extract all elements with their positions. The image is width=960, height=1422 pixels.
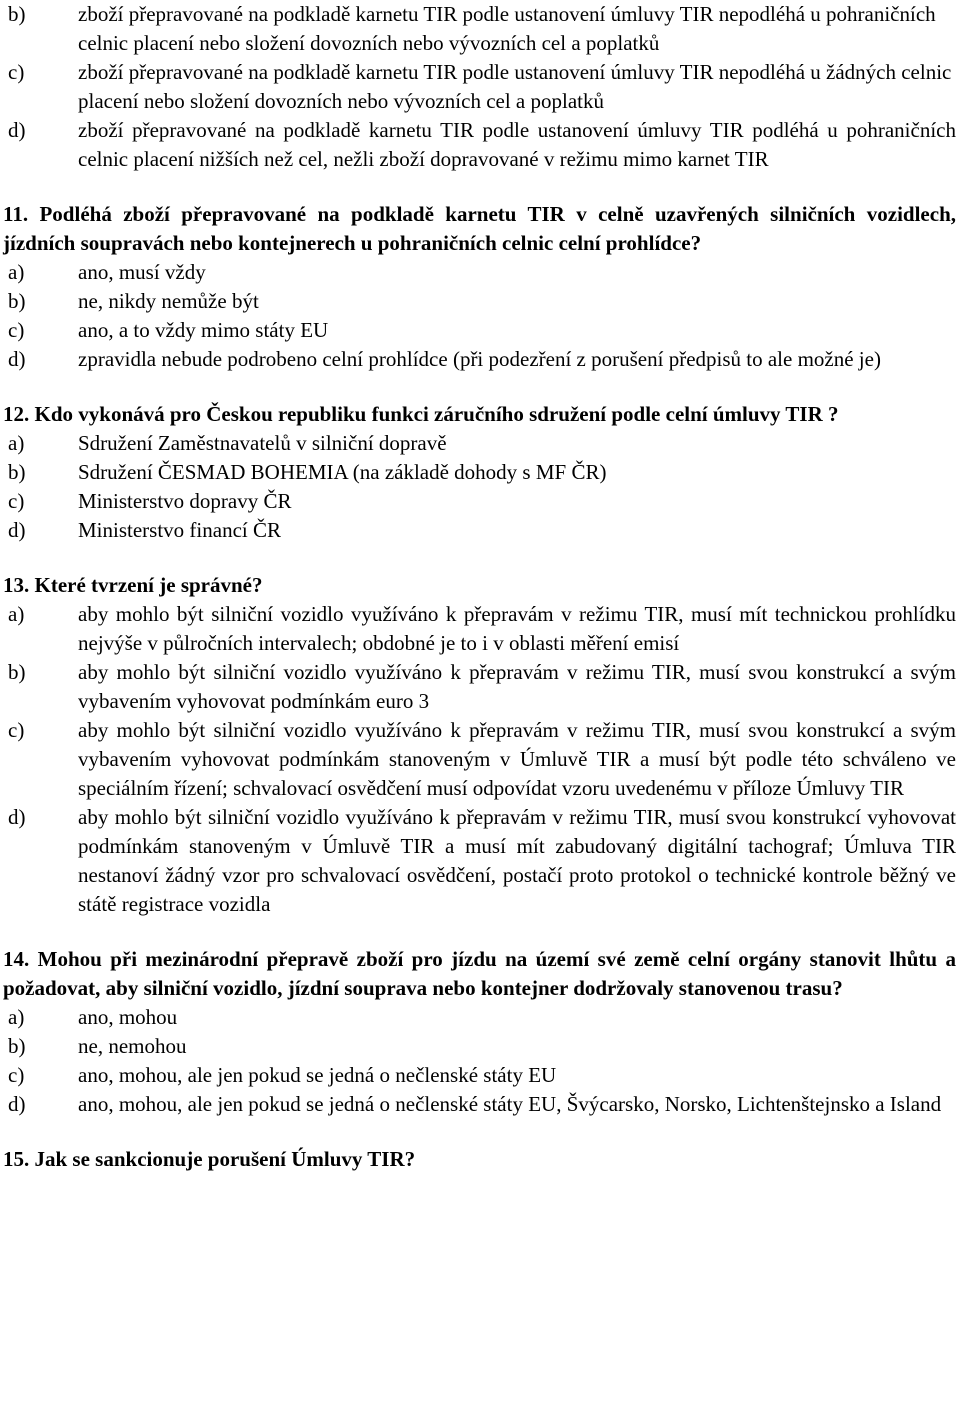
option-letter: b) — [8, 660, 26, 684]
question-text: 14. Mohou při mezinárodní přepravě zboží pro jízdu na území své země celní orgány stanovit lhůtu a požadovat, aby silniční vozidlo, jízdní souprava nebo kontejner dodržovaly stanovenou trasu? — [3, 947, 956, 1000]
option-c — [8, 58, 956, 116]
option-text: aby mohlo být silniční vozidlo využíváno k přepravám v režimu TIR, musí mít technickou prohlídku nejvýše v půlročních intervalech; obdobné je to i v oblasti měření emisí — [78, 602, 956, 655]
option-letter: a) — [8, 431, 25, 455]
question-block-12 — [0, 400, 960, 545]
option-text: ano, a to vždy mimo státy EU — [78, 318, 329, 342]
option-letter: c) — [8, 318, 25, 342]
option-d — [8, 516, 956, 545]
option-b — [8, 658, 956, 716]
option-a — [8, 600, 956, 658]
option-d — [8, 803, 956, 919]
option-text: ano, mohou, ale jen pokud se jedná o nečlenské státy EU, Švýcarsko, Norsko, Lichtenštejnsko a Island — [78, 1092, 942, 1116]
option-d — [8, 345, 956, 374]
option-text: aby mohlo být silniční vozidlo využíváno k přepravám v režimu TIR, musí svou konstrukcí vyhovovat podmínkám stanoveným v Úmluvě TIR a musí mít zabudovaný digitální tachograf; Úmluva TIR nestanoví žádný vzor pro schvalovací osvědčení, postačí proto protokol o technické kontrole běžný ve státě registrace vozidla — [78, 805, 956, 916]
question-text: 11. Podléhá zboží přepravované na podkladě karnetu TIR v celně uzavřených silničních vozidlech, jízdních soupravách nebo kontejnerech u pohraničních celnic celní prohlídce? — [3, 202, 956, 255]
option-letter: b) — [8, 460, 26, 484]
option-text: ano, musí vždy — [78, 260, 206, 284]
option-letter: d) — [8, 518, 26, 542]
option-d — [8, 1090, 956, 1119]
option-letter: d) — [8, 347, 26, 371]
option-text: ano, mohou — [78, 1005, 178, 1029]
spacer — [0, 374, 960, 400]
option-letter: a) — [8, 1005, 25, 1029]
option-text: ne, nikdy nemůže být — [78, 289, 259, 313]
question-block-15 — [0, 1145, 960, 1174]
spacer — [0, 919, 960, 945]
spacer — [0, 1119, 960, 1145]
option-letter: c) — [8, 1063, 25, 1087]
option-letter: b) — [8, 1034, 26, 1058]
option-letter: b) — [8, 289, 26, 313]
option-letter: d) — [8, 118, 26, 142]
option-text: Sdružení ČESMAD BOHEMIA (na základě dohody s MF ČR) — [78, 460, 607, 484]
option-text: zboží přepravované na podkladě karnetu TIR podle ustanovení úmluvy TIR nepodléhá u pohraničních celnic placení nebo složení dovozních nebo vývozních cel a poplatků — [78, 2, 936, 55]
question-text: 13. Které tvrzení je správné? — [3, 573, 263, 597]
option-b — [8, 458, 956, 487]
question-block-11 — [0, 200, 960, 374]
option-text: zpravidla nebude podrobeno celní prohlídce (při podezření z porušení předpisů to ale možné je) — [78, 347, 881, 371]
option-c — [8, 487, 956, 516]
option-letter: c) — [8, 489, 25, 513]
question-block-13 — [0, 571, 960, 919]
option-letter: d) — [8, 1092, 26, 1116]
option-text: Sdružení Zaměstnavatelů v silniční dopravě — [78, 431, 447, 455]
option-letter: c) — [8, 718, 25, 742]
question-text: 12. Kdo vykonává pro Českou republiku funkci záručního sdružení podle celní úmluvy TIR ? — [3, 402, 839, 426]
spacer — [0, 545, 960, 571]
option-text: zboží přepravované na podkladě karnetu TIR podle ustanovení úmluvy TIR podléhá u pohraničních celnic placení nižších než cel, nežli zboží dopravované v režimu mimo karnet TIR — [78, 118, 956, 171]
option-letter: a) — [8, 260, 25, 284]
option-text: aby mohlo být silniční vozidlo využíváno k přepravám v režimu TIR, musí svou konstrukcí a svým vybavením vyhovovat podmínkám euro 3 — [78, 660, 956, 713]
option-d — [8, 116, 956, 174]
option-b — [8, 0, 956, 58]
option-letter: c) — [8, 60, 25, 84]
option-text: aby mohlo být silniční vozidlo využíváno k přepravám v režimu TIR, musí svou konstrukcí a svým vybavením vyhovovat podmínkám stanoveným v Úmluvě TIR a musí být podle této schváleno ve speciálním řízení; schvalovací osvědčení musí odpovídat vzoru uvedenému v příloze Úmluvy TIR — [78, 718, 956, 800]
option-b — [8, 1032, 956, 1061]
option-text: Ministerstvo financí ČR — [78, 518, 281, 542]
option-text: ne, nemohou — [78, 1034, 187, 1058]
option-a — [8, 429, 956, 458]
option-c — [8, 1061, 956, 1090]
option-text: zboží přepravované na podkladě karnetu TIR podle ustanovení úmluvy TIR nepodléhá u žádných celnic placení nebo složení dovozních nebo vývozních cel a poplatků — [78, 60, 952, 113]
option-text: ano, mohou, ale jen pokud se jedná o nečlenské státy EU — [78, 1063, 557, 1087]
option-c — [8, 716, 956, 803]
carryover-options — [0, 0, 960, 174]
option-c — [8, 316, 956, 345]
option-letter: a) — [8, 602, 25, 626]
option-a — [8, 258, 956, 287]
option-a — [8, 1003, 956, 1032]
option-letter: b) — [8, 2, 26, 26]
option-b — [8, 287, 956, 316]
option-letter: d) — [8, 805, 26, 829]
option-text: Ministerstvo dopravy ČR — [78, 489, 292, 513]
question-text: 15. Jak se sankcionuje porušení Úmluvy TIR? — [3, 1147, 416, 1171]
spacer — [0, 174, 960, 200]
question-block-14 — [0, 945, 960, 1119]
